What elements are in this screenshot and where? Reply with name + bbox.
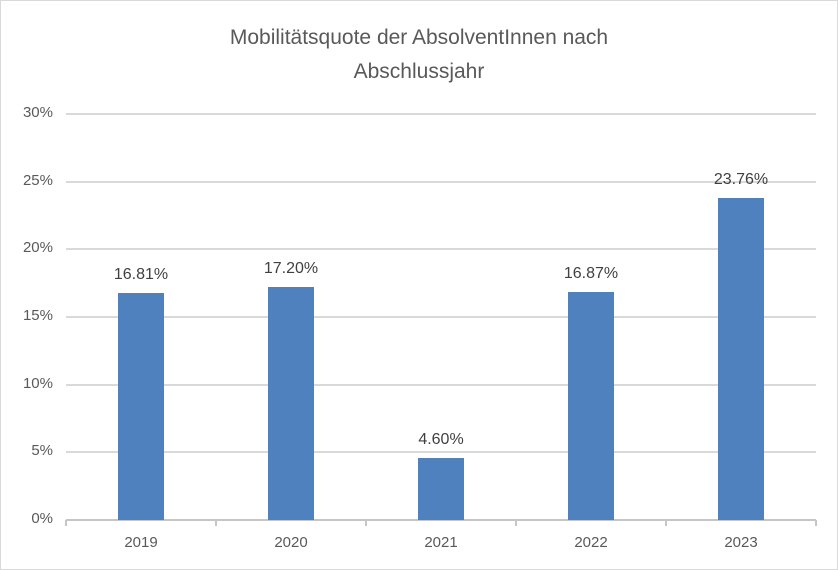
y-axis-label: 30% bbox=[22, 104, 53, 121]
y-axis-label: 10% bbox=[22, 374, 53, 392]
y-axis-label: 0% bbox=[31, 510, 53, 527]
x-axis-tick bbox=[215, 520, 217, 526]
x-axis-label: 2022 bbox=[574, 534, 608, 551]
x-axis-tick bbox=[65, 520, 67, 526]
x-axis-tick bbox=[815, 520, 817, 526]
x-axis-tick bbox=[515, 520, 517, 526]
chart-title-line-2: Abschlussjahr bbox=[353, 60, 485, 83]
x-axis-tick bbox=[665, 520, 667, 526]
bar-2022 bbox=[568, 292, 614, 520]
gridline bbox=[66, 113, 816, 115]
x-axis-tick bbox=[365, 520, 367, 526]
x-axis-label: 2020 bbox=[274, 534, 308, 551]
y-axis-label: 25% bbox=[22, 171, 53, 189]
x-axis-label: 2023 bbox=[724, 534, 758, 551]
gridline bbox=[66, 451, 816, 453]
bar-value-label: 17.20% bbox=[263, 260, 319, 278]
y-axis-label: 5% bbox=[31, 442, 53, 460]
bar-value-label: 4.60% bbox=[418, 430, 464, 448]
gridline bbox=[66, 248, 816, 250]
chart-title-line-1: Mobilitätsquote der AbsolventInnen nach bbox=[229, 26, 609, 49]
y-axis-label: 15% bbox=[22, 307, 53, 324]
gridline bbox=[66, 316, 816, 318]
chart-title bbox=[1, 21, 837, 89]
bar-2023 bbox=[718, 198, 764, 520]
bar-value-label: 16.87% bbox=[563, 264, 619, 282]
gridline bbox=[66, 384, 816, 386]
x-axis-label: 2019 bbox=[124, 534, 158, 551]
bar-2021 bbox=[418, 458, 464, 520]
x-axis-label: 2021 bbox=[424, 534, 458, 551]
bar-2019 bbox=[118, 293, 164, 520]
bar-value-label: 16.81% bbox=[113, 265, 169, 283]
bar-value-label: 23.76% bbox=[713, 171, 769, 189]
y-axis-label: 20% bbox=[22, 239, 53, 257]
bar-2020 bbox=[268, 287, 314, 520]
